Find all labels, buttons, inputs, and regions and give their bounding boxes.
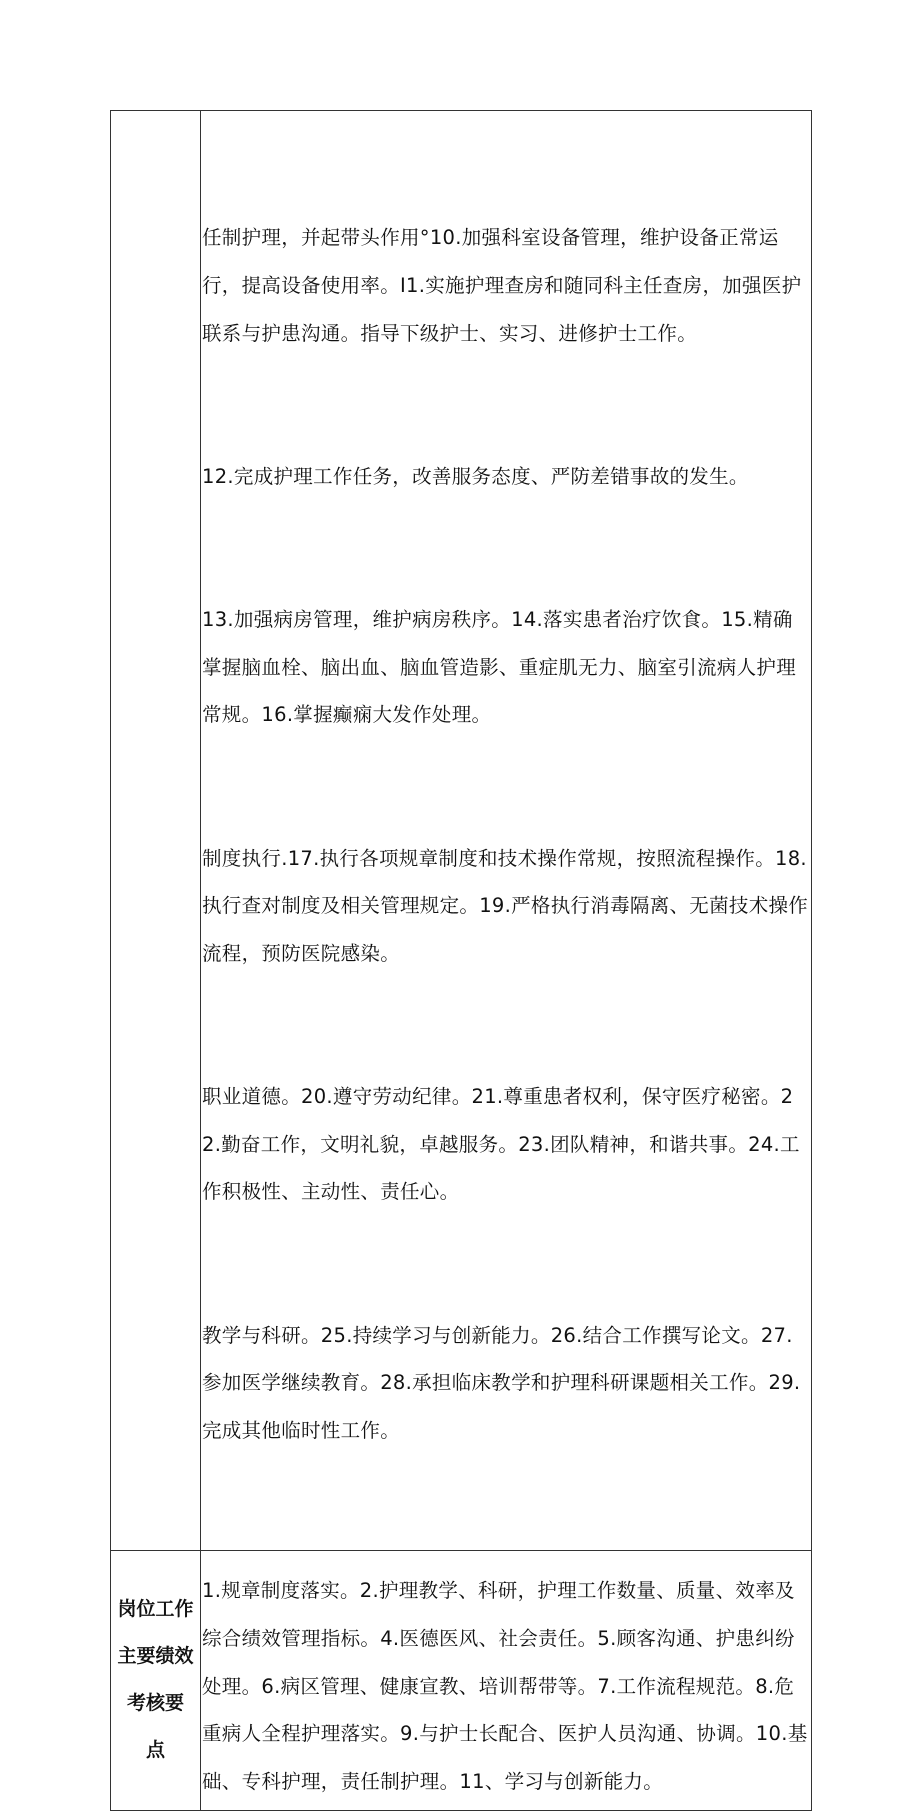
duties-paragraph-3: 13.加强病房管理，维护病房秩序。14.落实患者治疗饮食。15.精确掌握脑血栓、脑出血、脑血管造影、重症肌无力、脑室引流病人护理常规。16.掌握癫痫大发作处理。 [202,608,797,727]
performance-label-line-1: 岗位工作 [117,1598,194,1621]
duties-paragraph-5: 职业道德。20.遵守劳动纪律。21.尊重患者权利，保守医疗秘密。22.勤奋工作，文明礼貌，卓越服务。23.团队精神，和谐共事。24.工作积极性、主动性、责任心。 [202,1085,800,1204]
duties-paragraph-2: 12.完成护理工作任务，改善服务态度、严防差错事故的发生。 [202,464,749,488]
duties-paragraph-6: 教学与科研。25.持续学习与创新能力。26.结合工作撰写论文。27.参加医学继续教育。28.承担临床教学和护理科研课题相关工作。29.完成其他临时性工作。 [202,1323,801,1442]
performance-label-line-4: 点 [145,1739,165,1762]
performance-label-cell [111,1551,201,1811]
performance-content-cell [201,1551,812,1811]
row1-content-cell [201,111,812,1551]
responsibility-table [110,110,812,1811]
table-row-duties [111,111,812,1551]
performance-text: 1.规章制度落实。2.护理教学、科研，护理工作数量、质量、效率及综合绩效管理指标。4.医德医风、社会责任。5.顾客沟通、护患纠纷处理。6.病区管理、健康宣教、培训帮带等。7.工作流程规范。8.危重病人全程护理落实。9.与护士长配合、医护人员沟通、协调。10.基础、专科护理，责任制护理。11、学习与创新能力。 [202,1579,808,1793]
performance-label-line-3: 考核要 [126,1692,184,1715]
row1-label-cell [111,111,201,1551]
duties-paragraph-4: 制度执行.17.执行各项规章制度和技术操作常规，按照流程操作。18.执行查对制度及相关管理规定。19.严格执行消毒隔离、无菌技术操作流程，预防医院感染。 [202,846,809,965]
table-row-performance [111,1551,812,1811]
duties-text [201,111,811,1550]
duties-paragraph-1: 任制护理，并起带头作用°10.加强科室设备管理，维护设备正常运行，提高设备使用率。I1.实施护理查房和随同科主任查房，加强医护联系与护患沟通。指导下级护士、实习、进修护士工作。 [202,226,802,345]
performance-label-line-2: 主要绩效 [117,1645,194,1668]
